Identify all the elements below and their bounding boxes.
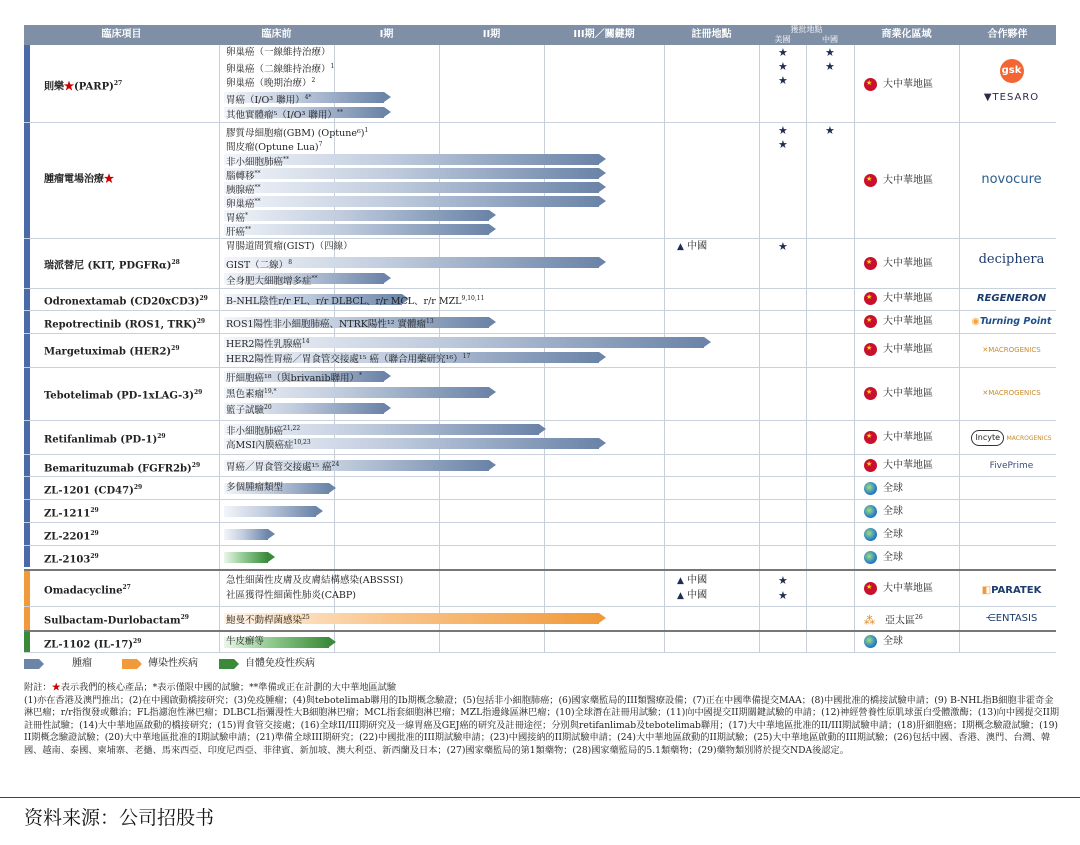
- approval-star: ★: [778, 74, 788, 87]
- header-phase3: III期／關鍵期: [573, 29, 635, 40]
- paratek-icon: ◧: [981, 585, 992, 596]
- indication: 急性細菌性皮膚及皮膚結構感染(ABSSSI): [226, 575, 404, 586]
- header-approval: 獲批地點: [790, 25, 823, 34]
- partner-logo-paratek: ◧PARATEK: [981, 585, 1042, 596]
- divider: [854, 45, 855, 652]
- indication: 牛皮癬等: [226, 636, 265, 647]
- approval-star: ★: [825, 46, 835, 59]
- divider: [439, 45, 440, 652]
- region-zl2103: 全球: [864, 551, 903, 565]
- drug-ttf: 腫瘤電場治療★: [44, 174, 114, 185]
- region-odronextamab: ★ 大中華地區: [864, 292, 933, 306]
- approval-star: ★: [778, 589, 788, 602]
- indication: B-NHL陰性r/r FL、r/r DLBCL、r/r MCL、r/r MZL$^{9,10,11}$: [226, 295, 485, 308]
- divider: [0, 797, 1080, 798]
- legend-swatch-autoimmune: [219, 659, 239, 669]
- partner-logo-entasis: ⋲ENTASIS: [985, 613, 1038, 624]
- china-flag-icon: [864, 459, 877, 472]
- row-separator: [24, 420, 1056, 421]
- region-omadacycline: ★大中華地區: [864, 582, 933, 596]
- tesaro-icon: ▼: [983, 92, 993, 103]
- approval-star: ★: [778, 124, 788, 137]
- row-separator: [24, 454, 1056, 455]
- progress-bar: [224, 210, 489, 221]
- asia-pacific-map-icon: ⁂: [864, 613, 875, 627]
- legend: [24, 657, 624, 671]
- header-approval-cn: 中國: [822, 35, 838, 44]
- partner-logo-deciphera: deciphera: [978, 252, 1045, 267]
- progress-bar: [224, 506, 316, 517]
- globe-icon: [864, 505, 877, 518]
- approval-star: ★: [825, 60, 835, 73]
- drug-retifanlimab: Retifanlimab $(PD-1)^{29}$: [44, 433, 166, 446]
- approval-star: ★: [778, 60, 788, 73]
- drug-bemarituzumab: Bemarituzumab (FGFR2b)$^{29}$: [44, 462, 201, 475]
- china-flag-icon: [864, 315, 877, 328]
- divider: [959, 45, 960, 652]
- indication: 胃腸道間質瘤(GIST)（四線）: [226, 241, 353, 252]
- progress-bar: [224, 552, 268, 563]
- approval-star: ★: [778, 138, 788, 151]
- legend-label-autoimmune: 自體免疫性疾病: [245, 658, 315, 669]
- indication: 胃癌／胃食管交接處¹⁵ 癌$^{24}$: [226, 461, 340, 474]
- macrogenics-icon: ✕: [982, 346, 989, 354]
- oncology-stripe: [24, 45, 30, 567]
- indication: 卵巢癌（一線維持治療）: [226, 47, 331, 58]
- region-ttf: ★大中華地區: [864, 174, 933, 188]
- indication: 胃癌*: [226, 212, 249, 225]
- drug-ripretinib: 瑞派替尼 (KIT, PDGFRα)$^{28}$: [44, 259, 180, 272]
- drug-zl1102: ZL-1102 $(IL-17)^{29}$: [44, 638, 142, 651]
- row-separator: [24, 238, 1056, 239]
- globe-icon: [864, 635, 877, 648]
- progress-bar: [224, 224, 489, 235]
- approval-star: ★: [778, 46, 788, 59]
- china-flag-icon: [864, 78, 877, 91]
- header-project: 臨床項目: [101, 29, 142, 40]
- partner-logo-fiveprime: FivePrime: [989, 461, 1034, 471]
- drug-repotrectinib: Repotrectinib (ROS1, TRK)$^{29}$: [44, 318, 206, 331]
- pipeline-table: [24, 45, 1056, 652]
- header-registration: 註冊地點: [691, 29, 732, 40]
- row-separator: [24, 122, 1056, 123]
- divider: [219, 45, 220, 652]
- source-caption: 资料来源：公司招股书: [24, 807, 215, 829]
- drug-zl2103: ZL-2103$^{29}$: [44, 553, 99, 566]
- globe-icon: [864, 482, 877, 495]
- indication: ROS1陽性非小細胞肺癌、NTRK陽性¹² 實體瘤$^{13}$: [226, 318, 434, 331]
- registration-location: ▲ 中國: [677, 241, 708, 252]
- indication: 肝細胞癌¹⁸（與brivanib聯用）*: [226, 372, 363, 385]
- header-preclinical: 臨床前: [261, 29, 292, 40]
- footnotes: 附註：★表示我們的核心產品；*表示僅限中國的試驗；**準備或正在計劃的大中華地區試驗 (1)亦在香港及澳門推出；(2)在中國啟動橋接研究；(3)免疫腫瘤；(4)與tebotelimab聯用的Ib期概念驗證；(5)包括非小細胞肺癌；(6)國家藥監局的III類醫療設備；(7)正在中國準備提交MAA；(8)中國批准的橋接試驗申請；(9) B-NHL指B細胞非霍奇金淋巴瘤；r/r指復發或難治；FL指濾泡性淋巴瘤；DLBCL指彌漫性大B細胞淋巴瘤；MCL指套細胞淋巴瘤；MZL指邊緣區淋巴瘤；(10)全球潛在註冊用試驗；(11)向中國提交II期關鍵試驗的申請；(12)神經營養性原肌球蛋白受體激酶；(13)向中國提交II期註冊性試驗；(14)大中華地區啟動的橋接研究；(15)胃食管交接處；(16)全球II/III期研究及一線胃癌及GEJ癌的研究及註冊途徑；分別與retifanlimab及tebotelimab聯用；(17)大中華地區批准的II/III期試驗申請；(18)肝細胞癌；I期概念驗證試驗；(19) II期概念驗證試驗；(20)大中華地區批准的I期試驗申請；(21)準備全球III期研究；(22)中國批准的III期試驗申請；(23)中國接納的II期試驗申請；(24)大中華地區啟動的II期試驗；(25)大中華地區啟動的III期試驗；(26)包括中國、香港、澳門、台灣、韓國、越南、泰國、柬埔寨、老撾、馬來西亞、印度尼西亞、菲律賓、新加坡、澳大利亞、新西蘭及日本；(27)國家藥監局的第1類藥物；(28)國家藥監局的5.1類藥物；(29)藥物類別將於提交NDA後認定。: [24, 682, 1060, 756]
- indication: 肝癌**: [226, 226, 252, 239]
- partner-logo-incyte: Incyte MACROGENICS: [969, 430, 1054, 446]
- table-header: [24, 25, 1056, 45]
- indication: 卵巢癌（二線維持治療）$^1$: [226, 63, 335, 76]
- indication: 非小細胞肺癌$^{21,22}$: [226, 425, 301, 438]
- region-zl2201: 全球: [864, 528, 903, 542]
- indication: 黑色素瘤$^{19,*}$: [226, 388, 277, 401]
- drug-zl1201: ZL-1201 $(CD47)^{29}$: [44, 484, 143, 497]
- partner-logo-macrogenics: ✕MACROGENICS: [982, 389, 1041, 397]
- partner-logo-macrogenics: ✕MACROGENICS: [982, 346, 1041, 354]
- region-bemarituzumab: ★ 大中華地區: [864, 459, 933, 473]
- indication: HER2陽性胃癌／胃食管交接處¹⁵ 癌（聯合用藥研究¹⁶）$^{17}$: [226, 353, 471, 366]
- china-flag-icon: [864, 292, 877, 305]
- triangle-icon: ▲: [677, 242, 684, 252]
- legend-swatch-infectious: [122, 659, 142, 669]
- region-margetuximab: ★大中華地區: [864, 343, 933, 357]
- divider: [806, 45, 807, 652]
- drug-zl2201: ZL-2201$^{29}$: [44, 530, 99, 543]
- row-separator: [24, 606, 1056, 607]
- indication: 胃癌（I/O³ 聯用）$^{4*}$: [226, 94, 312, 107]
- approval-star: ★: [778, 574, 788, 587]
- row-separator: [24, 476, 1056, 477]
- drug-tebotelimab: Tebotelimab (PD-1xLAG-3)$^{29}$: [44, 389, 203, 402]
- drug-sulbactam: Sulbactam-Durlobactam$^{29}$: [44, 614, 189, 627]
- china-flag-icon: [864, 174, 877, 187]
- progress-bar: [224, 529, 268, 540]
- entasis-icon: ⋲: [985, 613, 996, 624]
- header-commercial: 商業化區域: [881, 29, 932, 40]
- china-flag-icon: [864, 387, 877, 400]
- drug-odronextamab: Odronextamab $(CD20xCD3)^{29}$: [44, 295, 208, 308]
- china-flag-icon: [864, 257, 877, 270]
- region-zl1211: 全球: [864, 505, 903, 519]
- header-partner: 合作夥伴: [987, 29, 1028, 40]
- region-retifanlimab: ★ 大中華地區: [864, 431, 933, 445]
- drug-zejula: 則樂★(PARP)$^{27}$: [44, 80, 123, 93]
- region-sulbactam: ⁂ 亞太區$^{26}$: [864, 613, 923, 627]
- region-ripretinib: ★大中華地區: [864, 257, 933, 271]
- approval-star: ★: [825, 124, 835, 137]
- divider: [544, 45, 545, 652]
- region-zl1102: 全球: [864, 635, 903, 649]
- progress-bar: [224, 168, 599, 179]
- row-separator: [24, 367, 1056, 368]
- drug-omadacycline: Omadacycline$^{27}$: [44, 584, 131, 597]
- header-phase1: I期: [379, 29, 394, 40]
- divider: [759, 45, 760, 652]
- indication: 全身肥大細胞增多症**: [226, 275, 318, 288]
- globe-icon: [864, 551, 877, 564]
- indication: HER2陽性乳腺癌$^{14}$: [226, 338, 310, 351]
- indication: GIST（二線）$^8$: [226, 259, 293, 272]
- core-product-star: ★: [104, 174, 114, 185]
- header-approval-us: 美國: [774, 35, 791, 44]
- autoimmune-stripe: [24, 631, 30, 652]
- macrogenics-icon: ✕: [982, 389, 989, 397]
- indication: 籃子試驗$^{20}$: [226, 404, 272, 417]
- turning-point-icon: ◉: [971, 316, 980, 327]
- region-repotrectinib: ★ 大中華地區: [864, 315, 933, 329]
- drug-zl1211: ZL-1211$^{29}$: [44, 507, 99, 520]
- infectious-stripe: [24, 570, 30, 630]
- indication: 多個腫瘤類型: [226, 482, 284, 493]
- core-product-star: ★: [51, 682, 61, 693]
- indication: 卵巢癌**: [226, 198, 261, 211]
- indication: 高MSI內膜癌症$^{10,23}$: [226, 439, 311, 452]
- legend-label-infectious: 傳染性疾病: [148, 658, 198, 669]
- core-product-star: ★: [64, 81, 74, 93]
- china-flag-icon: [864, 343, 877, 356]
- drug-margetuximab: Margetuximab $(HER2)^{29}$: [44, 345, 180, 358]
- globe-icon: [864, 528, 877, 541]
- triangle-icon: ▲: [677, 591, 684, 601]
- row-separator: [24, 630, 1056, 632]
- china-flag-icon: [864, 582, 877, 595]
- partner-logo-turning-point: ◉Turning Point: [971, 316, 1052, 327]
- row-separator: [24, 545, 1056, 546]
- row-separator: [24, 569, 1056, 571]
- progress-bar: [224, 196, 599, 207]
- approval-star: ★: [778, 240, 788, 253]
- indication: 卵巢癌（晚期治療）$^2$: [226, 77, 316, 90]
- triangle-icon: ▲: [677, 576, 684, 586]
- partner-logo-novocure: novocure: [981, 172, 1042, 187]
- indication: 間皮瘤(Optune Lua)$^7$: [226, 141, 323, 154]
- header-phase2: II期: [482, 29, 501, 40]
- legend-swatch-oncology: [24, 659, 44, 669]
- row-separator: [24, 333, 1056, 334]
- indication: 胰腺癌**: [226, 184, 261, 197]
- row-separator: [24, 288, 1056, 289]
- registration-location: ▲ 中國: [677, 575, 708, 586]
- indication: 社區獲得性細菌性肺炎(CABP): [226, 590, 356, 601]
- row-separator: [24, 652, 1056, 653]
- region-zejula: ★ 大中華地區: [864, 78, 933, 92]
- legend-label-oncology: 腫瘤: [72, 658, 92, 669]
- progress-bar: [224, 182, 599, 193]
- row-separator: [24, 522, 1056, 523]
- indication: 其他實體瘤⁵（I/O³ 聯用）**: [226, 109, 343, 122]
- row-separator: [24, 310, 1056, 311]
- indication: 鮑曼不動桿菌感染$^{25}$: [226, 614, 310, 627]
- indication: 膠質母細胞瘤(GBM) (Optune⁶)$^1$: [226, 127, 369, 140]
- indication: 腦轉移**: [226, 170, 261, 183]
- row-separator: [24, 499, 1056, 500]
- region-zl1201: 全球: [864, 482, 903, 496]
- indication: 非小細胞肺癌**: [226, 156, 290, 169]
- partner-logo-gsk: gsk: [969, 59, 1054, 83]
- partner-logo-regeneron: REGENERON: [976, 293, 1047, 304]
- partner-logo-tesaro: ▼TESARO: [983, 92, 1040, 103]
- registration-location: ▲ 中國: [677, 590, 708, 601]
- divider: [664, 45, 665, 652]
- region-tebotelimab: ★大中華地區: [864, 387, 933, 401]
- china-flag-icon: [864, 431, 877, 444]
